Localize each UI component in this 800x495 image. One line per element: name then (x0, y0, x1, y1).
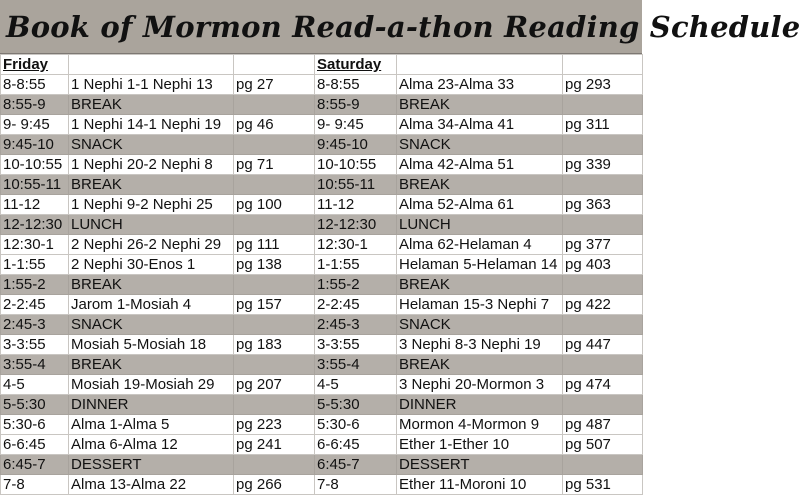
saturday-page-cell: pg 363 (563, 195, 643, 215)
saturday-reading-cell: DESSERT (397, 455, 563, 475)
friday-page-cell: pg 241 (234, 435, 315, 455)
header-spacer (563, 55, 643, 75)
friday-time-cell: 5-5:30 (1, 395, 69, 415)
friday-time-cell: 12:30-1 (1, 235, 69, 255)
friday-page-cell (234, 455, 315, 475)
friday-page-cell: pg 223 (234, 415, 315, 435)
saturday-time-cell: 11-12 (315, 195, 397, 215)
saturday-header: Saturday (315, 55, 397, 75)
header-spacer (397, 55, 563, 75)
reading-row (1, 295, 643, 315)
saturday-reading-cell: Alma 34-Alma 41 (397, 115, 563, 135)
saturday-page-cell: pg 377 (563, 235, 643, 255)
reading-row (1, 115, 643, 135)
friday-reading-cell: 1 Nephi 9-2 Nephi 25 (69, 195, 234, 215)
saturday-page-cell (563, 175, 643, 195)
friday-time-cell: 10:55-11 (1, 175, 69, 195)
friday-reading-cell: BREAK (69, 275, 234, 295)
friday-time-cell: 10-10:55 (1, 155, 69, 175)
saturday-page-cell (563, 275, 643, 295)
friday-reading-cell: 1 Nephi 1-1 Nephi 13 (69, 75, 234, 95)
friday-reading-cell: 1 Nephi 20-2 Nephi 8 (69, 155, 234, 175)
friday-page-cell (234, 395, 315, 415)
page-title: Book of Mormon Read-a-thon Reading Schedule (0, 0, 642, 54)
reading-row (1, 375, 643, 395)
saturday-page-cell: pg 311 (563, 115, 643, 135)
saturday-page-cell (563, 315, 643, 335)
friday-reading-cell: SNACK (69, 135, 234, 155)
saturday-reading-cell: SNACK (397, 315, 563, 335)
friday-page-cell (234, 95, 315, 115)
friday-reading-cell: LUNCH (69, 215, 234, 235)
break-row (1, 215, 643, 235)
friday-reading-cell: BREAK (69, 175, 234, 195)
break-row (1, 355, 643, 375)
header-spacer (69, 55, 234, 75)
saturday-reading-cell: Helaman 15-3 Nephi 7 (397, 295, 563, 315)
reading-row (1, 155, 643, 175)
break-row (1, 395, 643, 415)
reading-row (1, 255, 643, 275)
friday-time-cell: 9- 9:45 (1, 115, 69, 135)
reading-row (1, 335, 643, 355)
reading-row (1, 75, 643, 95)
reading-row (1, 195, 643, 215)
friday-time-cell: 8-8:55 (1, 75, 69, 95)
saturday-reading-cell: BREAK (397, 355, 563, 375)
reading-row (1, 235, 643, 255)
friday-reading-cell: Mosiah 19-Mosiah 29 (69, 375, 234, 395)
saturday-time-cell: 8:55-9 (315, 95, 397, 115)
saturday-reading-cell: Mormon 4-Mormon 9 (397, 415, 563, 435)
saturday-time-cell: 2:45-3 (315, 315, 397, 335)
friday-reading-cell: Alma 6-Alma 12 (69, 435, 234, 455)
saturday-reading-cell: Alma 23-Alma 33 (397, 75, 563, 95)
friday-page-cell (234, 135, 315, 155)
reading-row (1, 435, 643, 455)
schedule-body (1, 55, 643, 495)
saturday-page-cell: pg 339 (563, 155, 643, 175)
friday-reading-cell: Alma 13-Alma 22 (69, 475, 234, 495)
friday-reading-cell: DESSERT (69, 455, 234, 475)
saturday-reading-cell: Alma 62-Helaman 4 (397, 235, 563, 255)
friday-time-cell: 4-5 (1, 375, 69, 395)
header-spacer (234, 55, 315, 75)
break-row (1, 135, 643, 155)
saturday-reading-cell: BREAK (397, 175, 563, 195)
saturday-page-cell (563, 95, 643, 115)
saturday-page-cell (563, 215, 643, 235)
friday-time-cell: 9:45-10 (1, 135, 69, 155)
saturday-time-cell: 5-5:30 (315, 395, 397, 415)
saturday-reading-cell: 3 Nephi 20-Mormon 3 (397, 375, 563, 395)
break-row (1, 455, 643, 475)
saturday-reading-cell: Alma 42-Alma 51 (397, 155, 563, 175)
friday-page-cell: pg 183 (234, 335, 315, 355)
saturday-time-cell: 7-8 (315, 475, 397, 495)
friday-page-cell (234, 175, 315, 195)
friday-reading-cell: BREAK (69, 95, 234, 115)
break-row (1, 95, 643, 115)
break-row (1, 315, 643, 335)
friday-time-cell: 8:55-9 (1, 95, 69, 115)
friday-time-cell: 11-12 (1, 195, 69, 215)
saturday-page-cell: pg 293 (563, 75, 643, 95)
saturday-reading-cell: Helaman 5-Helaman 14 (397, 255, 563, 275)
saturday-reading-cell: 3 Nephi 8-3 Nephi 19 (397, 335, 563, 355)
saturday-time-cell: 8-8:55 (315, 75, 397, 95)
friday-time-cell: 7-8 (1, 475, 69, 495)
saturday-reading-cell: DINNER (397, 395, 563, 415)
friday-time-cell: 6:45-7 (1, 455, 69, 475)
saturday-time-cell: 4-5 (315, 375, 397, 395)
friday-time-cell: 3-3:55 (1, 335, 69, 355)
reading-row (1, 475, 643, 495)
saturday-time-cell: 1:55-2 (315, 275, 397, 295)
friday-reading-cell: BREAK (69, 355, 234, 375)
friday-time-cell: 1:55-2 (1, 275, 69, 295)
friday-page-cell: pg 71 (234, 155, 315, 175)
saturday-reading-cell: BREAK (397, 275, 563, 295)
saturday-page-cell: pg 507 (563, 435, 643, 455)
saturday-reading-cell: Ether 1-Ether 10 (397, 435, 563, 455)
friday-reading-cell: Mosiah 5-Mosiah 18 (69, 335, 234, 355)
friday-reading-cell: Jarom 1-Mosiah 4 (69, 295, 234, 315)
saturday-time-cell: 9- 9:45 (315, 115, 397, 135)
saturday-time-cell: 10:55-11 (315, 175, 397, 195)
reading-row (1, 415, 643, 435)
saturday-time-cell: 2-2:45 (315, 295, 397, 315)
saturday-page-cell (563, 355, 643, 375)
saturday-page-cell (563, 455, 643, 475)
friday-page-cell (234, 215, 315, 235)
saturday-time-cell: 1-1:55 (315, 255, 397, 275)
friday-page-cell (234, 275, 315, 295)
friday-header: Friday (1, 55, 69, 75)
friday-time-cell: 2-2:45 (1, 295, 69, 315)
friday-reading-cell: 1 Nephi 14-1 Nephi 19 (69, 115, 234, 135)
saturday-time-cell: 10-10:55 (315, 155, 397, 175)
saturday-page-cell: pg 531 (563, 475, 643, 495)
saturday-page-cell: pg 474 (563, 375, 643, 395)
saturday-time-cell: 6-6:45 (315, 435, 397, 455)
saturday-reading-cell: Alma 52-Alma 61 (397, 195, 563, 215)
saturday-reading-cell: Ether 11-Moroni 10 (397, 475, 563, 495)
saturday-time-cell: 12:30-1 (315, 235, 397, 255)
friday-time-cell: 5:30-6 (1, 415, 69, 435)
saturday-page-cell (563, 135, 643, 155)
day-header-row (1, 55, 643, 75)
schedule-table (0, 54, 643, 495)
saturday-page-cell: pg 487 (563, 415, 643, 435)
friday-page-cell: pg 207 (234, 375, 315, 395)
saturday-page-cell: pg 447 (563, 335, 643, 355)
saturday-page-cell: pg 403 (563, 255, 643, 275)
friday-time-cell: 6-6:45 (1, 435, 69, 455)
friday-page-cell: pg 266 (234, 475, 315, 495)
friday-page-cell: pg 111 (234, 235, 315, 255)
friday-page-cell: pg 138 (234, 255, 315, 275)
saturday-reading-cell: BREAK (397, 95, 563, 115)
saturday-reading-cell: LUNCH (397, 215, 563, 235)
saturday-time-cell: 3:55-4 (315, 355, 397, 375)
saturday-time-cell: 12-12:30 (315, 215, 397, 235)
break-row (1, 275, 643, 295)
friday-reading-cell: 2 Nephi 26-2 Nephi 29 (69, 235, 234, 255)
friday-reading-cell: DINNER (69, 395, 234, 415)
friday-time-cell: 2:45-3 (1, 315, 69, 335)
saturday-time-cell: 6:45-7 (315, 455, 397, 475)
break-row (1, 175, 643, 195)
saturday-reading-cell: SNACK (397, 135, 563, 155)
friday-page-cell: pg 100 (234, 195, 315, 215)
friday-page-cell: pg 157 (234, 295, 315, 315)
friday-time-cell: 1-1:55 (1, 255, 69, 275)
saturday-time-cell: 3-3:55 (315, 335, 397, 355)
friday-reading-cell: Alma 1-Alma 5 (69, 415, 234, 435)
friday-time-cell: 3:55-4 (1, 355, 69, 375)
friday-page-cell (234, 355, 315, 375)
friday-time-cell: 12-12:30 (1, 215, 69, 235)
saturday-page-cell: pg 422 (563, 295, 643, 315)
friday-reading-cell: SNACK (69, 315, 234, 335)
saturday-time-cell: 9:45-10 (315, 135, 397, 155)
friday-reading-cell: 2 Nephi 30-Enos 1 (69, 255, 234, 275)
friday-page-cell (234, 315, 315, 335)
friday-page-cell: pg 27 (234, 75, 315, 95)
saturday-page-cell (563, 395, 643, 415)
friday-page-cell: pg 46 (234, 115, 315, 135)
saturday-time-cell: 5:30-6 (315, 415, 397, 435)
